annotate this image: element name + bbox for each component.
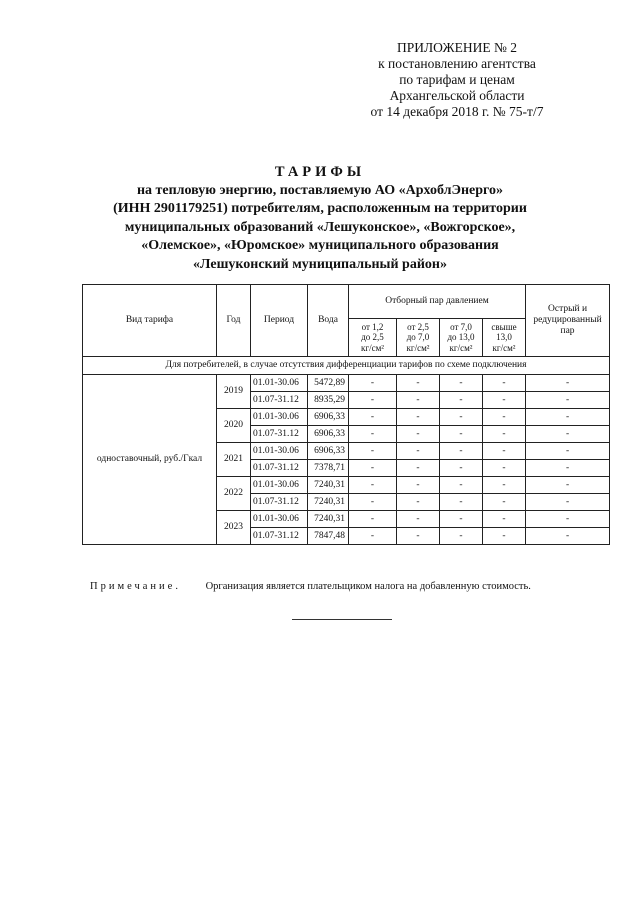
tariff-table: [82, 284, 610, 545]
period-cell: 01.01-30.06: [251, 511, 308, 528]
empty-value-cell: -: [483, 477, 526, 494]
steam-col-line: от 1,2: [361, 321, 384, 332]
empty-value-cell: -: [483, 460, 526, 477]
year-cell: 2019: [217, 375, 251, 409]
water-value-cell: 6906,33: [308, 443, 349, 460]
title-heading: ТАРИФЫ: [274, 164, 366, 180]
period-cell: 01.01-30.06: [251, 375, 308, 392]
empty-value-cell: -: [349, 494, 397, 511]
year-cell: 2023: [217, 511, 251, 545]
steam-col-line: кг/см²: [492, 342, 516, 353]
steam-col-line: свыше: [491, 321, 517, 332]
header-steam-group: Отборный пар давлением: [349, 285, 526, 319]
period-cell: 01.01-30.06: [251, 477, 308, 494]
header-sharp-steam: Острый и редуцированный пар: [526, 285, 610, 357]
period-cell: 01.07-31.12: [251, 460, 308, 477]
empty-value-cell: -: [397, 443, 440, 460]
appendix-line: ПРИЛОЖЕНИЕ № 2: [396, 40, 518, 55]
appendix-line: Архангельской области: [389, 88, 525, 103]
empty-value-cell: -: [483, 392, 526, 409]
empty-value-cell: -: [349, 460, 397, 477]
header-period: Период: [251, 285, 308, 357]
empty-value-cell: -: [440, 528, 483, 545]
empty-value-cell: -: [397, 477, 440, 494]
empty-value-cell: -: [483, 528, 526, 545]
empty-value-cell: -: [397, 426, 440, 443]
steam-col-line: до 7,0: [406, 332, 430, 343]
year-cell: 2020: [217, 409, 251, 443]
empty-value-cell: -: [349, 409, 397, 426]
period-cell: 01.01-30.06: [251, 409, 308, 426]
title-line: на тепловую энергию, поставляемую АО «АрхоблЭнерго»: [136, 182, 504, 198]
empty-value-cell: -: [349, 392, 397, 409]
tariff-type-cell: одноставочный, руб./Гкал: [83, 375, 217, 545]
empty-value-cell: -: [483, 409, 526, 426]
appendix-line: к постановлению агентства: [378, 56, 536, 71]
period-cell: 01.07-31.12: [251, 426, 308, 443]
empty-value-cell: -: [440, 375, 483, 392]
title-line: «Олемское», «Юромское» муниципального образования: [141, 238, 499, 253]
header-steam-col: [483, 319, 526, 357]
empty-value-cell: -: [483, 494, 526, 511]
empty-value-cell: -: [483, 511, 526, 528]
steam-col-line: кг/см²: [449, 342, 473, 353]
period-cell: 01.07-31.12: [251, 494, 308, 511]
water-value-cell: 6906,33: [308, 426, 349, 443]
year-cell: 2021: [217, 443, 251, 477]
empty-value-cell: -: [349, 477, 397, 494]
header-tariff-type: Вид тарифа: [83, 285, 217, 357]
steam-col-line: от 7,0: [450, 321, 472, 332]
steam-col-line: до 13,0: [447, 332, 475, 343]
empty-value-cell: -: [526, 460, 610, 477]
header-water: Вода: [308, 285, 349, 357]
water-value-cell: 7240,31: [308, 494, 349, 511]
empty-value-cell: -: [526, 494, 610, 511]
header-year: Год: [217, 285, 251, 357]
appendix-block: [352, 40, 562, 120]
empty-value-cell: -: [397, 494, 440, 511]
header-steam-col: [440, 319, 483, 357]
empty-value-cell: -: [526, 392, 610, 409]
empty-value-cell: -: [526, 511, 610, 528]
title-line: «Лешуконский муниципальный район»: [193, 256, 447, 272]
empty-value-cell: -: [397, 460, 440, 477]
empty-value-cell: -: [526, 409, 610, 426]
empty-value-cell: -: [526, 528, 610, 545]
empty-value-cell: -: [397, 528, 440, 545]
footnote: [90, 581, 531, 592]
empty-value-cell: -: [349, 426, 397, 443]
appendix-line: по тарифам и ценам: [399, 72, 515, 87]
empty-value-cell: -: [397, 409, 440, 426]
title-line: (ИНН 2901179251) потребителям, расположенным на территории: [113, 201, 527, 216]
empty-value-cell: -: [440, 409, 483, 426]
steam-col-line: до 2,5: [361, 332, 384, 343]
water-value-cell: 7240,31: [308, 477, 349, 494]
empty-value-cell: -: [440, 426, 483, 443]
period-cell: 01.01-30.06: [251, 443, 308, 460]
water-value-cell: 7378,71: [308, 460, 349, 477]
section-row: Для потребителей, в случае отсутствия дифференциации тарифов по схеме подключения: [83, 357, 610, 375]
document-title: [80, 163, 560, 274]
empty-value-cell: -: [440, 443, 483, 460]
empty-value-cell: -: [483, 443, 526, 460]
steam-col-line: кг/см²: [406, 342, 430, 353]
empty-value-cell: -: [349, 528, 397, 545]
period-cell: 01.07-31.12: [251, 528, 308, 545]
water-value-cell: 7240,31: [308, 511, 349, 528]
empty-value-cell: -: [483, 426, 526, 443]
empty-value-cell: -: [440, 494, 483, 511]
empty-value-cell: -: [349, 511, 397, 528]
water-value-cell: 7847,48: [308, 528, 349, 545]
year-cell: 2022: [217, 477, 251, 511]
period-cell: 01.07-31.12: [251, 392, 308, 409]
empty-value-cell: -: [526, 426, 610, 443]
water-value-cell: 8935,29: [308, 392, 349, 409]
empty-value-cell: -: [397, 392, 440, 409]
empty-value-cell: -: [349, 443, 397, 460]
empty-value-cell: -: [526, 477, 610, 494]
steam-col-line: кг/см²: [361, 342, 384, 353]
appendix-line: от 14 декабря 2018 г. № 75-т/7: [370, 104, 544, 119]
divider-line: [292, 619, 392, 620]
water-value-cell: 6906,33: [308, 409, 349, 426]
empty-value-cell: -: [440, 511, 483, 528]
note-text: Организация является плательщиком налога на добавленную стоимость.: [205, 581, 531, 592]
steam-col-line: от 2,5: [407, 321, 429, 332]
empty-value-cell: -: [483, 375, 526, 392]
empty-value-cell: -: [440, 392, 483, 409]
empty-value-cell: -: [440, 477, 483, 494]
empty-value-cell: -: [440, 460, 483, 477]
header-steam-col: [349, 319, 397, 357]
header-steam-col: [397, 319, 440, 357]
empty-value-cell: -: [397, 511, 440, 528]
water-value-cell: 5472,89: [308, 375, 349, 392]
title-line: муниципальных образований «Лешуконское», «Вожгорское»,: [124, 219, 516, 235]
empty-value-cell: -: [397, 375, 440, 392]
table-row: [83, 375, 610, 392]
note-label: Примечание.: [90, 581, 181, 592]
empty-value-cell: -: [526, 443, 610, 460]
steam-col-line: 13,0: [496, 332, 512, 343]
empty-value-cell: -: [349, 375, 397, 392]
empty-value-cell: -: [526, 375, 610, 392]
